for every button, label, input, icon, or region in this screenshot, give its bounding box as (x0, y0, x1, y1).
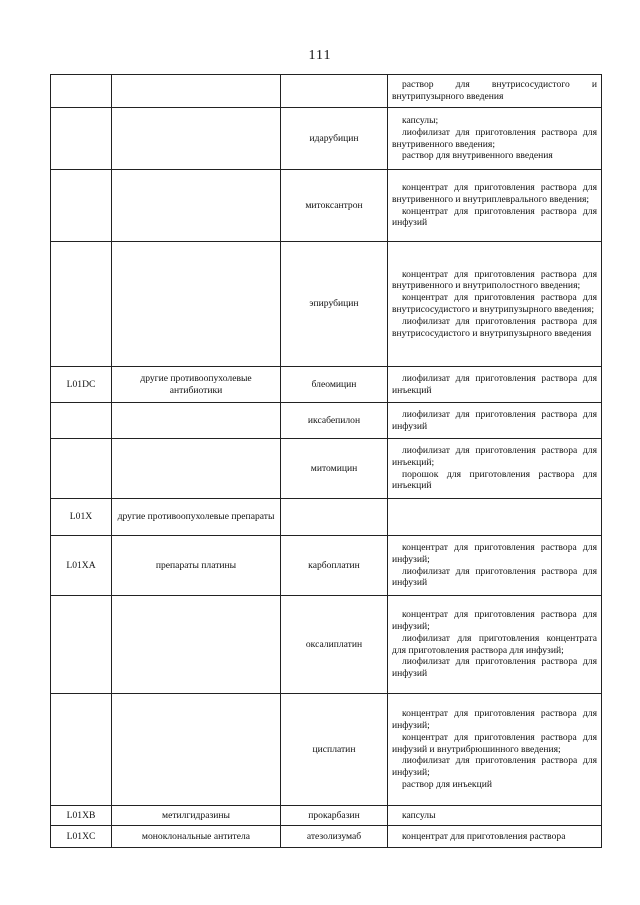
table-row (51, 170, 602, 242)
drug-name-cell: митомицин (281, 439, 388, 499)
dosage-form-cell (388, 75, 602, 108)
drug-name-cell: атезолизумаб (281, 826, 388, 848)
drug-name-cell: карбоплатин (281, 536, 388, 596)
atc-code-cell (51, 75, 112, 108)
drug-name-cell (281, 499, 388, 536)
dosage-form-line: лиофилизат для приготовления раствора для внутривенного введения; (392, 126, 597, 150)
dosage-form-line: капсулы; (402, 114, 439, 126)
table-row (51, 108, 602, 170)
dosage-form-line: концентрат для приготовления раствора для инфузий (392, 205, 597, 229)
drug-name-cell: эпирубицин (281, 242, 388, 367)
drug-name-cell: иксабепилон (281, 403, 388, 439)
dosage-form-line: концентрат для приготовления раствора для инфузий; (392, 708, 597, 731)
dosage-form-line: лиофилизат для приготовления раствора для инфузий (392, 656, 597, 680)
dosage-form-cell (388, 536, 602, 596)
atc-group-cell (112, 108, 281, 170)
atc-code-cell: L01XB (51, 806, 112, 826)
dosage-form-line: лиофилизат для приготовления раствора для инфузий (392, 565, 597, 589)
dosage-form-line: капсулы (402, 809, 436, 821)
dosage-form-cell (388, 806, 602, 826)
dosage-form-line: лиофилизат для приготовления раствора для инфузий; (392, 755, 597, 779)
atc-code-cell (51, 596, 112, 694)
dosage-form-line: концентрат для приготовления раствора для внутривенного и внутриполостного введения; (392, 268, 597, 292)
dosage-form-cell (388, 170, 602, 242)
atc-group-cell: метилгидразины (112, 806, 281, 826)
dosage-form-line: концентрат для приготовления раствора для инфузий; (392, 541, 597, 565)
page-number: 111 (308, 48, 332, 63)
table-row (51, 367, 602, 403)
table-row (51, 439, 602, 499)
drug-name-cell: оксалиплатин (281, 596, 388, 694)
table-row (51, 75, 602, 108)
atc-code-cell (51, 694, 112, 806)
drug-name-cell (281, 75, 388, 108)
atc-group-cell (112, 242, 281, 367)
dosage-form-cell (388, 367, 602, 403)
atc-group-cell (112, 439, 281, 499)
dosage-form-line: раствор для внутрисосудистого и внутрипузырного введения (392, 79, 597, 102)
dosage-form-line: концентрат для приготовления раствора для инфузий и внутрибрюшинного введения; (392, 731, 597, 755)
atc-code-cell (51, 403, 112, 439)
atc-code-cell: L01XC (51, 826, 112, 848)
table-row (51, 596, 602, 694)
table-row (51, 826, 602, 848)
dosage-form-cell (388, 439, 602, 499)
atc-code-cell: L01DC (51, 367, 112, 403)
drug-name-cell: идарубицин (281, 108, 388, 170)
atc-group-cell: препараты платины (112, 536, 281, 596)
table-row (51, 499, 602, 536)
drug-name-cell: цисплатин (281, 694, 388, 806)
dosage-form-line: лиофилизат для приготовления концентрата для приготовления раствора для инфузий; (392, 632, 597, 656)
atc-group-cell (112, 75, 281, 108)
drug-table (50, 74, 602, 848)
atc-code-cell (51, 439, 112, 499)
dosage-form-line: лиофилизат для приготовления раствора для инфузий (392, 408, 597, 432)
atc-group-cell: другие противоопухолевые антибиотики (112, 367, 281, 403)
dosage-form-cell (388, 403, 602, 439)
drug-name-cell: митоксантрон (281, 170, 388, 242)
dosage-form-line: концентрат для приготовления раствора (402, 830, 566, 842)
dosage-form-line: концентрат для приготовления раствора для внутривенного и внутриплеврального введения; (392, 181, 597, 205)
dosage-form-line: раствор для внутривенного введения (402, 150, 553, 162)
dosage-form-line: раствор для инъекций (402, 778, 492, 790)
dosage-form-line: лиофилизат для приготовления раствора для инъекций; (392, 444, 597, 468)
dosage-form-cell (388, 108, 602, 170)
dosage-form-line: концентрат для приготовления раствора для внутрисосудистого и внутрипузырного введения; (392, 292, 597, 315)
table-row (51, 536, 602, 596)
dosage-form-line: лиофилизат для приготовления раствора для инъекций (392, 372, 597, 396)
dosage-form-line: концентрат для приготовления раствора для инфузий; (392, 609, 597, 632)
atc-group-cell (112, 694, 281, 806)
atc-group-cell (112, 403, 281, 439)
dosage-form-cell (388, 694, 602, 806)
dosage-form-cell (388, 596, 602, 694)
table-row (51, 403, 602, 439)
drug-name-cell: блеомицин (281, 367, 388, 403)
dosage-form-cell (388, 242, 602, 367)
dosage-form-cell (388, 826, 602, 848)
drug-name-cell: прокарбазин (281, 806, 388, 826)
atc-group-cell: моноклональные антитела (112, 826, 281, 848)
dosage-form-cell (388, 499, 602, 536)
table-row (51, 806, 602, 826)
atc-code-cell (51, 242, 112, 367)
dosage-form-line: лиофилизат для приготовления раствора для внутрисосудистого и внутрипузырного введения (392, 315, 597, 339)
table-row (51, 694, 602, 806)
table-row (51, 242, 602, 367)
atc-group-cell (112, 596, 281, 694)
atc-code-cell: L01XA (51, 536, 112, 596)
atc-code-cell: L01X (51, 499, 112, 536)
atc-code-cell (51, 108, 112, 170)
atc-code-cell (51, 170, 112, 242)
atc-group-cell (112, 170, 281, 242)
dosage-form-line: порошок для приготовления раствора для инъекций (392, 468, 597, 492)
atc-group-cell: другие противоопухолевые препараты (112, 499, 281, 536)
table-body (51, 75, 602, 848)
